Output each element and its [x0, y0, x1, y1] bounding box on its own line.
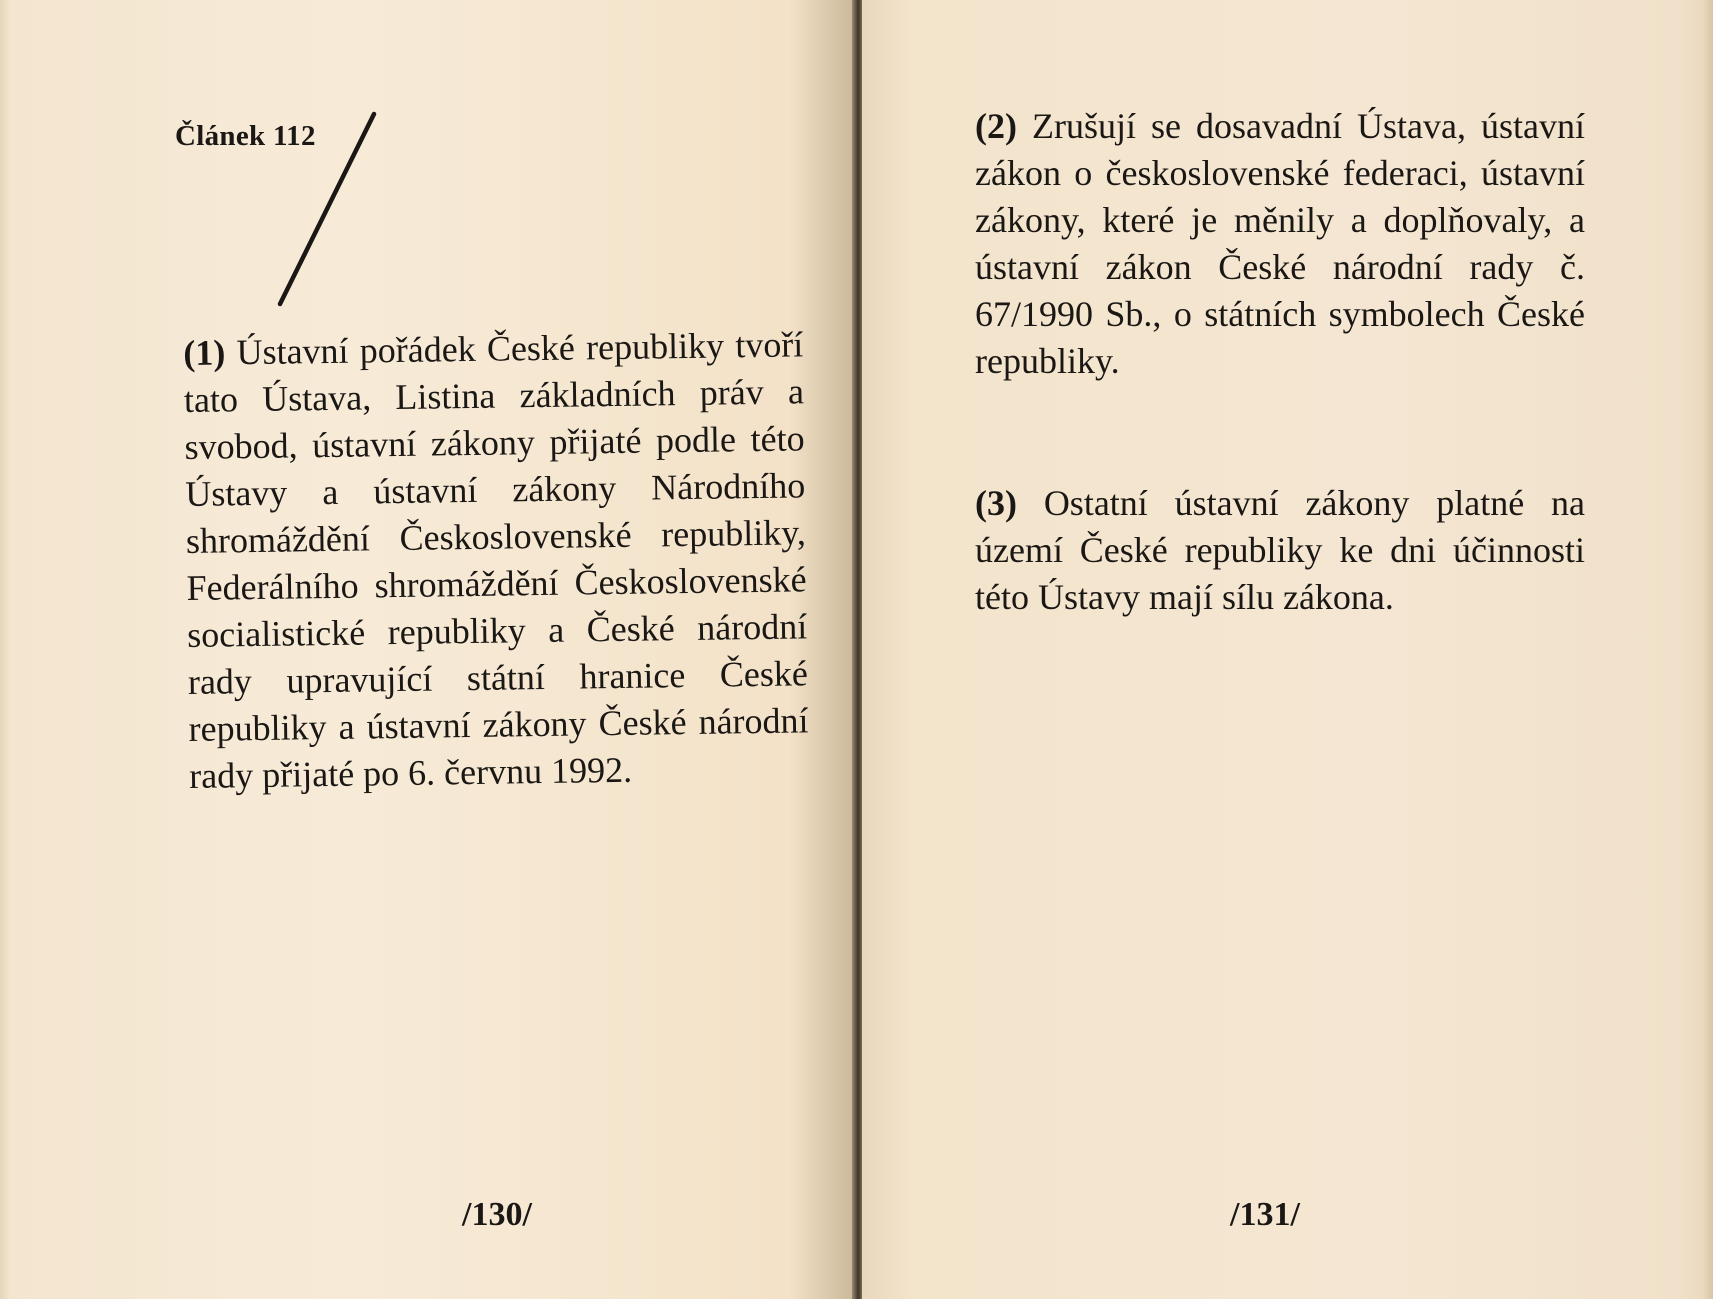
paragraph-1-number: (1): [183, 332, 226, 373]
paragraph-2-text: Zrušují se dosavadní Ústava, ústavní zákon o československé federaci, ústavní zákony, které je měnily a doplňovaly, a ústavní zákon České národní rady č. 67/1990 Sb., o státních symbolech České republiky.: [975, 106, 1585, 381]
paragraph-3-number: (3): [975, 483, 1017, 523]
paragraph-3-text: Ostatní ústavní zákony platné na území České republiky ke dni účinnosti této Ústavy mají sílu zákona.: [975, 483, 1585, 617]
paragraph-1: [183, 321, 810, 800]
slash-mark-icon: [270, 110, 380, 310]
page-number-right: /131/: [1230, 1196, 1300, 1233]
paragraph-3: [975, 480, 1585, 621]
paragraph-2-number: (2): [975, 106, 1017, 146]
left-page-edge: [0, 0, 10, 1299]
right-page-edge: [1703, 0, 1713, 1299]
paragraph-1-text: Ústavní pořádek České republiky tvoří tato Ústava, Listina základních práv a svobod, ústavní zákony přijaté podle této Ústavy a ústavní zákony Národního shromáždění Československé republiky, Federálního shromáždění Československé socialistické republiky a České národní rady upravující státní hranice České republiky a ústavní zákony České národní rady přijaté po 6. červnu 1992.: [183, 324, 809, 796]
page-number-left: /130/: [462, 1196, 532, 1233]
article-heading: Článek 112: [175, 120, 316, 152]
paragraph-2: [975, 103, 1585, 385]
